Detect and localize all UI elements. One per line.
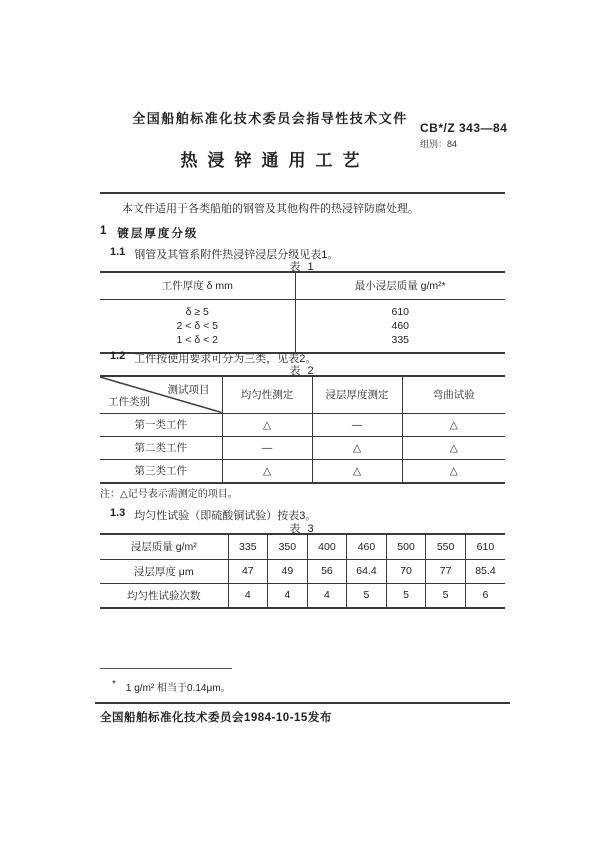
section-1-heading [100, 225, 198, 241]
section-1-1-number: 1.1 [110, 246, 126, 258]
table-2-header-row [100, 377, 505, 413]
mass-cell: 460 [391, 319, 410, 332]
table-row [100, 299, 505, 319]
table-1-header-row [100, 273, 505, 299]
table-row [100, 459, 505, 482]
value-cell: 500 [386, 535, 426, 559]
row-label: 第二类工件 [100, 436, 222, 459]
table-1 [100, 271, 505, 354]
value-cell: 47 [228, 559, 268, 583]
row-label: 均匀性试验次数 [100, 583, 228, 607]
corner-label-work-class: 工件类别 [108, 395, 150, 408]
table-1-col1-header: 工件厚度 δ mm [100, 273, 295, 299]
mark-cell: △ [222, 413, 312, 436]
table-2-col-header: 浸层厚度测定 [312, 377, 402, 413]
mass-cell: 335 [391, 333, 410, 346]
table-2 [100, 375, 505, 484]
value-cell: 85.4 [465, 559, 505, 583]
value-cell: 4 [307, 583, 347, 607]
section-1-2-text: 工件按使用要求可分为三类，见表2。 [134, 353, 317, 365]
mark-cell: △ [402, 413, 505, 436]
table-2-caption: 表 2 [289, 365, 316, 377]
value-cell: 77 [426, 559, 466, 583]
value-cell: 5 [426, 583, 466, 607]
value-cell: 56 [307, 559, 347, 583]
value-cell: 4 [228, 583, 268, 607]
row-label: 第三类工件 [100, 459, 222, 482]
row-label: 第一类工件 [100, 413, 222, 436]
value-cell: 5 [386, 583, 426, 607]
thickness-cell: 2 < δ < 5 [100, 319, 295, 333]
mark-cell: — [222, 436, 312, 459]
value-cell: 4 [268, 583, 308, 607]
footer-divider-rule [95, 702, 510, 704]
value-cell: 460 [347, 535, 387, 559]
table-2-col-header: 弯曲试验 [402, 377, 505, 413]
thickness-cell: δ ≥ 5 [100, 299, 295, 319]
mark-cell: △ [312, 436, 402, 459]
value-cell: 49 [268, 559, 308, 583]
corner-label-test-item: 测试项目 [167, 384, 210, 396]
value-cell: 5 [347, 583, 387, 607]
mark-cell: △ [402, 459, 505, 482]
table-row [100, 413, 505, 436]
footnote [112, 679, 231, 694]
table-1-col2-header: 最小浸层质量 g/m²* [295, 273, 505, 299]
mass-cell: 610 [391, 305, 410, 318]
section-1-3-text: 均匀性试验（即硫酸铜试验）按表3。 [134, 510, 317, 522]
doc-group: 组别：84 [420, 139, 458, 149]
value-cell: 6 [465, 583, 505, 607]
org-header-line: 全国船舶标准化技术委员会指导性技术文件 [132, 111, 408, 126]
table-2-note: 注：△记号表示需测定的项目。 [100, 489, 238, 500]
document-title: 热浸锌通用工艺 [180, 151, 370, 170]
mark-cell: △ [222, 459, 312, 482]
row-label: 浸层质量 g/m² [100, 535, 228, 559]
footnote-text: 1 g/m² 相当于0.14μm。 [125, 683, 231, 694]
table-3-caption: 表 3 [289, 523, 316, 535]
section-1-1-text: 钢管及其管系附件热浸锌浸层分级见表1。 [134, 249, 339, 261]
value-cell: 335 [228, 535, 268, 559]
table-row [100, 333, 505, 352]
mark-cell: — [312, 413, 402, 436]
footnote-divider-rule [100, 668, 232, 669]
section-1-3-number: 1.3 [110, 507, 126, 519]
table-3 [100, 533, 505, 609]
section-1-title: 镀层厚度分级 [117, 228, 199, 240]
value-cell: 550 [426, 535, 466, 559]
section-1-2-number: 1.2 [110, 350, 126, 362]
table-1-caption: 表 1 [289, 261, 316, 273]
value-cell: 350 [268, 535, 308, 559]
thickness-cell: 1 < δ < 2 [100, 333, 295, 352]
value-cell: 610 [465, 535, 505, 559]
table-row [100, 535, 505, 559]
table-row [100, 583, 505, 607]
table-2-col-header: 均匀性测定 [222, 377, 312, 413]
mark-cell: △ [312, 459, 402, 482]
value-cell: 70 [386, 559, 426, 583]
row-label: 浸层厚度 μm [100, 559, 228, 583]
title-divider-rule [100, 192, 505, 194]
intro-paragraph: 本文件适用于各类船舶的钢管及其他构件的热浸锌防腐处理。 [122, 203, 419, 215]
value-cell: 400 [307, 535, 347, 559]
footer-publish-line: 全国船舶标准化技术委员会1984-10-15发布 [100, 712, 332, 724]
table-row [100, 436, 505, 459]
doc-number: CB*/Z 343—84 [420, 121, 508, 135]
table-row [100, 319, 505, 333]
mark-cell: △ [402, 436, 505, 459]
section-1-number: 1 [100, 225, 109, 237]
footnote-marker: * [112, 679, 116, 690]
diagonal-header-cell [100, 377, 222, 413]
value-cell: 64.4 [347, 559, 387, 583]
table-row [100, 559, 505, 583]
